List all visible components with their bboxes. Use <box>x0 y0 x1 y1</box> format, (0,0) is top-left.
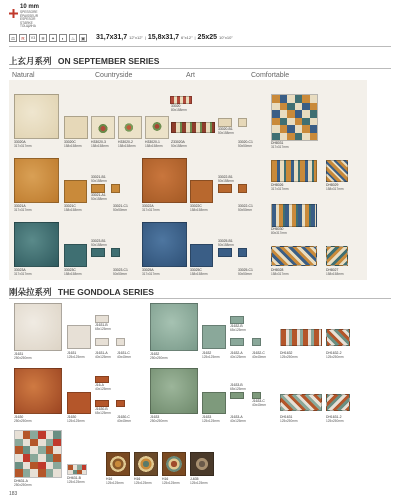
series-divider <box>9 298 391 299</box>
tile-label: 33025-C1 50x50mm <box>238 268 253 276</box>
border-strip <box>271 160 317 182</box>
size-list: 31,7x31,7 12"x12" | 15,8x31,7 6"x12" | 25x25 10"x10" <box>96 34 233 41</box>
tile-label: J1631-C 40x40mm <box>117 351 131 359</box>
mosaic-tile <box>14 430 62 478</box>
tile-label: H16 125x125mm <box>162 477 180 485</box>
decor-tile <box>118 116 142 139</box>
header-divider <box>9 46 391 47</box>
trim-piece <box>252 338 261 346</box>
mosaic-tile <box>67 464 87 475</box>
tile-label: DH8028 158x317mm <box>271 268 289 276</box>
spec-line: ESPESOR <box>20 17 36 22</box>
tile-label: 33020-B1 50x158mm <box>218 127 234 135</box>
tile-swatch <box>202 325 226 349</box>
tile-label: 33023-C1 50x50mm <box>113 268 128 276</box>
trim-piece <box>116 338 125 346</box>
plus-icon <box>9 5 18 14</box>
tile-swatch <box>190 180 213 203</box>
trim-piece <box>218 248 232 257</box>
trim-piece <box>95 400 109 407</box>
tile-label: J1633 125x125mm <box>202 415 220 423</box>
tile-label: 33021-B1 50x158mm <box>91 175 107 183</box>
tile-swatch <box>14 303 62 351</box>
tile-label: 33025A 317x317mm <box>142 268 160 276</box>
trim-piece <box>238 118 247 127</box>
tile-label: 33020C 158x158mm <box>64 140 82 148</box>
tile-swatch <box>14 222 59 267</box>
tile-label: 33020 80x158mm <box>171 104 187 112</box>
gondola-series-title <box>9 286 154 298</box>
decor-tile <box>190 452 214 476</box>
decor-tile <box>106 452 130 476</box>
foot-icon: ✦ <box>49 34 57 42</box>
border-strip <box>326 246 348 266</box>
tile-label: 33023-B1 50x158mm <box>91 239 107 247</box>
tile-label: J1632 125x125mm <box>202 351 220 359</box>
border-strip <box>171 122 215 133</box>
header-bar <box>0 0 400 48</box>
border-strip <box>271 204 317 227</box>
tile-swatch <box>202 392 226 414</box>
border-strip <box>271 246 317 266</box>
tile-swatch <box>190 244 213 267</box>
size-3-inch: 10"x10" <box>218 35 233 40</box>
border-strip <box>170 96 192 104</box>
category-countryside: Countryside <box>95 72 133 79</box>
tile-label: 33022C 158x158mm <box>190 204 208 212</box>
category-art: Art <box>186 72 195 79</box>
tile-label: J-635 125x125mm <box>190 477 208 485</box>
tile-swatch <box>150 303 198 351</box>
tile-label: H33020-3 158x158mm <box>91 140 109 148</box>
tile-label: 33023C 158x158mm <box>64 268 82 276</box>
chemical-icon: ♨ <box>70 36 76 41</box>
tile-label: H33020-1 158x158mm <box>145 140 163 148</box>
trim-piece <box>218 118 232 127</box>
tile-swatch <box>142 222 187 267</box>
tile-label: 33025-B1 50x158mm <box>218 239 234 247</box>
size-1-inch: 12"x12" <box>129 35 143 40</box>
tile-label: J1631 125x125mm <box>67 351 85 359</box>
trim-piece <box>230 338 244 346</box>
tile-label: DH8030 80x317mm <box>271 227 287 235</box>
tile-label: 33025C 158x158mm <box>190 268 208 276</box>
tile-label: DH8026 317x317mm <box>271 183 289 191</box>
spec-line: TOLЩИНА <box>20 24 36 29</box>
tile-label: 33021-C1 50x50mm <box>113 204 128 212</box>
tile-swatch <box>14 158 59 203</box>
tile-label: 33021A 317x317mm <box>14 204 32 212</box>
tile-swatch <box>150 368 198 414</box>
tile-label: 33023A 317x317mm <box>14 268 32 276</box>
trim-piece <box>252 392 261 399</box>
tile-swatch <box>14 368 62 414</box>
tile-swatch <box>64 244 87 267</box>
tile-label: 33021C 158x158mm <box>64 204 82 212</box>
decor-tile <box>145 116 169 139</box>
rating-r-icon: R <box>19 34 27 42</box>
size-3: 25x25 <box>197 34 218 41</box>
tile-swatch <box>67 392 91 414</box>
trim-piece <box>218 184 232 193</box>
series-divider <box>9 68 391 69</box>
border-strip <box>326 394 350 411</box>
border-strip <box>280 329 322 346</box>
thickness-translations <box>20 11 38 29</box>
decor-tile <box>91 116 115 139</box>
tile-label: J1633-B 65x125mm <box>230 383 246 391</box>
border-strip <box>326 160 348 182</box>
series-title-en: THE GONDOLA SERIES <box>57 287 154 297</box>
tile-label: J1630 250x250mm <box>14 415 32 423</box>
tile-label: 33022-B1 50x158mm <box>218 175 234 183</box>
trim-piece <box>111 184 120 193</box>
border-strip <box>280 394 322 411</box>
tile-label: 33022-C1 50x50mm <box>238 204 253 212</box>
tile-label: J1632-B 65x125mm <box>230 324 246 332</box>
tile-label: DH1632 125x250mm <box>280 351 298 359</box>
size-2: 15,8x31,7 <box>147 34 180 41</box>
trim-piece <box>91 248 105 257</box>
tile-label: DH8027 158x158mm <box>326 268 344 276</box>
trim-piece <box>95 376 109 383</box>
decor-tile <box>162 452 186 476</box>
frost-icon: ❄ <box>39 34 47 42</box>
series-title-cn: 刚朵拉系列 <box>9 287 52 297</box>
tile-label: DH631-A 250x250mm <box>14 479 32 487</box>
stain-icon: ▣ <box>80 36 86 41</box>
tile-swatch <box>14 94 59 139</box>
tile-label: J1632-C 40x40mm <box>252 351 266 359</box>
trim-piece <box>111 248 120 257</box>
september-series-title <box>9 55 159 67</box>
series-title-en: ON SEPTEMBER SERIES <box>57 56 160 66</box>
border-strip <box>326 329 350 346</box>
size-2-inch: 6"x12" <box>181 35 193 40</box>
trim-piece <box>238 248 247 257</box>
page-number: 183 <box>9 491 18 497</box>
trim-piece <box>238 184 247 193</box>
series-title-cn: 上玄月系列 <box>9 56 52 66</box>
tile-label: 33020A 317x317mm <box>14 140 32 148</box>
tile-label: DH8031 317x317mm <box>271 141 289 149</box>
tile-label: 33022A 317x317mm <box>142 204 160 212</box>
tile-label: DH1631-2 125x250mm <box>326 415 344 423</box>
tile-label: Z33020A 50x158mm <box>171 140 187 148</box>
trim-piece <box>95 315 109 323</box>
tile-swatch <box>142 158 187 203</box>
spec-line: STÄRKE <box>20 20 33 25</box>
tile-label: J1630-C 40x40mm <box>117 415 131 423</box>
tile-label: J1632-A 40x125mm <box>230 351 246 359</box>
tile-label: 33021-A1 50x158mm <box>91 193 107 201</box>
trim-piece <box>230 316 244 324</box>
spec-line: ÉPAISSEUR <box>20 13 39 18</box>
mosaic-tile <box>271 94 318 141</box>
trim-piece <box>95 338 109 346</box>
tile-label: J1633-C 40x40mm <box>252 399 266 407</box>
tile-label: DH1632-2 125x250mm <box>326 351 344 359</box>
trim-piece <box>230 392 244 399</box>
tile-label: J1633-A 40x125mm <box>230 415 246 423</box>
scale-icon: ⚖ <box>10 36 16 41</box>
thickness-label: 10 mm <box>20 4 40 10</box>
tile-label: J1631-A 40x125mm <box>95 351 111 359</box>
category-natural: Natural <box>12 72 35 79</box>
rating-v3-icon: V3 <box>30 36 36 40</box>
slip-icon: ◐ <box>59 34 67 42</box>
tile-label: J1631-B 65x125mm <box>95 323 111 331</box>
tile-swatch <box>64 116 88 139</box>
tile-label: DH8029 158x317mm <box>326 183 344 191</box>
decor-tile <box>134 452 158 476</box>
spec-line: SPESSORE <box>20 10 38 14</box>
tile-label: J16-A 40x125mm <box>95 383 111 391</box>
tile-label: DH1631 125x250mm <box>280 415 298 423</box>
tile-label: H16 125x125mm <box>106 477 124 485</box>
tile-label: J1631 250x250mm <box>14 352 32 360</box>
trim-piece <box>91 184 105 193</box>
tile-label: H33020-2 158x158mm <box>118 140 136 148</box>
trim-piece <box>116 400 125 407</box>
size-1: 31,7x31,7 <box>96 34 128 41</box>
category-comfortable: Comfortable <box>251 72 290 79</box>
tile-label: 33020-C1 50x50mm <box>238 140 253 148</box>
tile-label: J1632 250x250mm <box>150 352 168 360</box>
tile-swatch <box>64 180 87 203</box>
tile-label: J1630 125x125mm <box>67 415 85 423</box>
tile-label: J1633 250x250mm <box>150 415 168 423</box>
tile-label: DH631-B 125x125mm <box>67 476 85 484</box>
tile-swatch <box>67 325 91 349</box>
tile-label: J1630-B 65x125mm <box>95 407 111 415</box>
tile-label: H16 125x125mm <box>134 477 152 485</box>
